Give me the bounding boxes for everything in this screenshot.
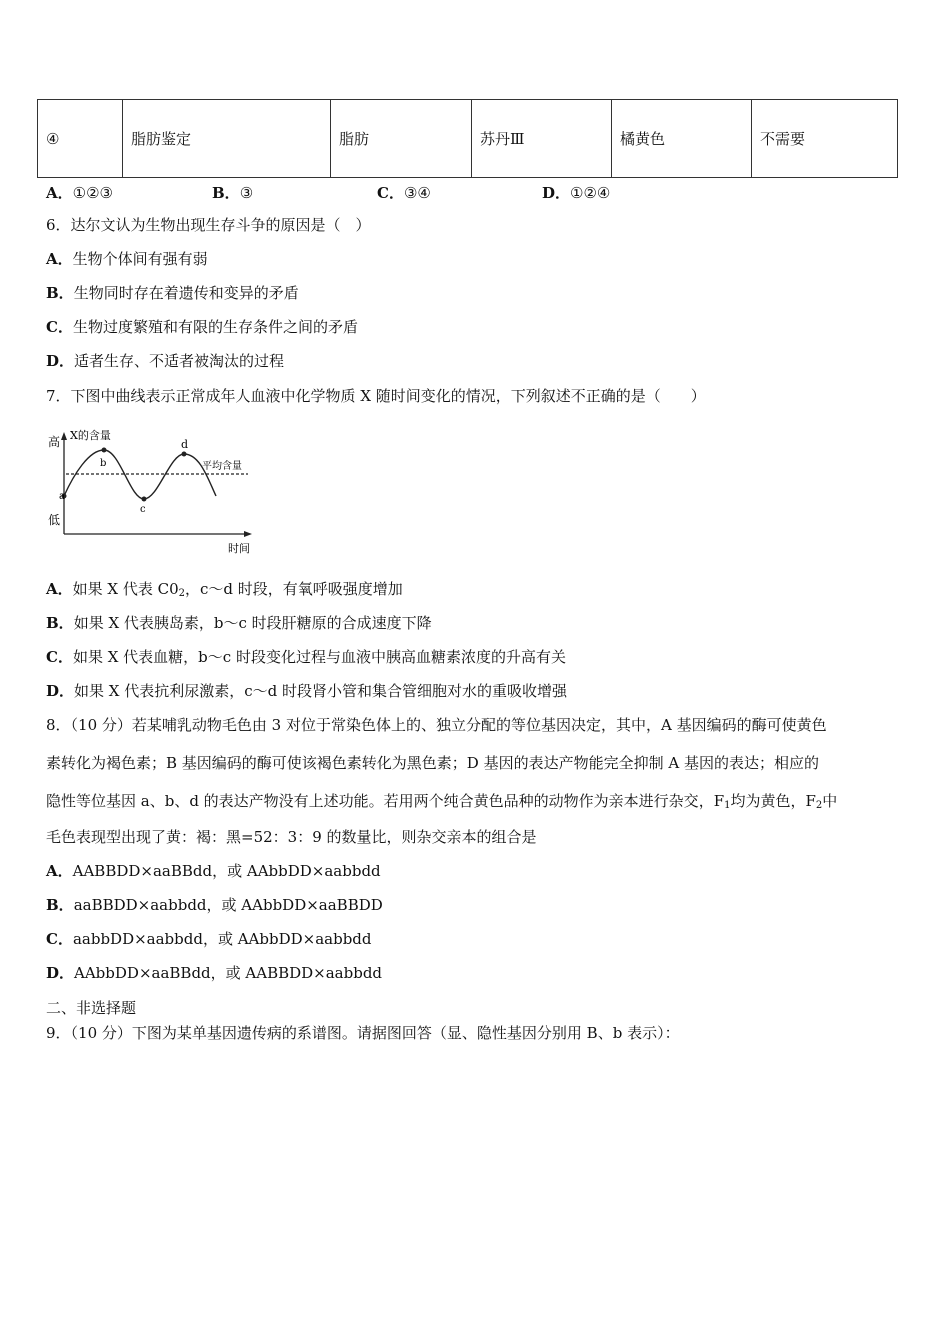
point-b-label: b — [100, 458, 107, 469]
q6-option-c: C．生物过度繁殖和有限的生存条件之间的矛盾 — [46, 318, 358, 336]
point-c — [142, 497, 147, 502]
q8-option-b: B．aaBBDD×aabbdd，或 AAbbDD×aaBBDD — [46, 896, 383, 914]
q8-option-a: A．AABBDD×aaBBdd，或 AAbbDD×aabbdd — [46, 862, 381, 880]
q8-stem-line-4: 毛色表现型出现了黄：褐：黑=52：3：9 的数量比，则杂交亲本的组合是 — [46, 828, 537, 846]
point-d — [182, 452, 187, 457]
q7-option-c: C．如果 X 代表血糖，b～c 时段变化过程与血液中胰高血糖素浓度的升高有关 — [46, 648, 566, 666]
y-axis-label: X的含量 — [70, 429, 111, 442]
q5-option-b: B．③ — [212, 184, 254, 202]
average-label: 平均含量 — [202, 461, 242, 472]
point-b — [102, 448, 107, 453]
q7-option-d: D．如果 X 代表抗利尿激素，c～d 时段肾小管和集合管细胞对水的重吸收增强 — [46, 682, 568, 700]
table-cell-color: 橘黄色 — [612, 100, 752, 178]
point-c-label: c — [140, 504, 146, 515]
table-cell-number: ④ — [38, 100, 123, 178]
y-low-label: 低 — [48, 513, 61, 527]
point-a-label: a — [59, 491, 65, 502]
table-row — [38, 100, 898, 178]
section-title: 二、非选择题 — [46, 999, 137, 1017]
q6-option-b: B．生物同时存在着遗传和变异的矛盾 — [46, 284, 299, 302]
q6-option-d: D．适者生存、不适者被淘汰的过程 — [46, 352, 285, 370]
table-cell-reagent: 苏丹Ⅲ — [472, 100, 612, 178]
q6-option-a: A．生物个体间有强有弱 — [46, 250, 208, 268]
q8-option-c: C．aabbDD×aabbdd，或 AAbbDD×aabbdd — [46, 930, 372, 948]
q8-option-d: D．AAbbDD×aaBBdd，或 AABBDD×aabbdd — [46, 964, 383, 982]
q6-stem: 6．达尔文认为生物出现生存斗争的原因是（ ） — [46, 216, 371, 234]
q5-option-c: C．③④ — [377, 184, 431, 202]
table-cell-heating: 不需要 — [752, 100, 898, 178]
q5-option-d: D．①②④ — [542, 184, 611, 202]
table-cell-experiment: 脂肪鉴定 — [123, 100, 331, 178]
y-high-label: 高 — [48, 435, 61, 449]
q8-stem-line-2: 素转化为褐色素；B 基因编码的酶可使该褐色素转化为黑色素；D 基因的表达产物能完全抑制 A 基因的表达；相应的 — [46, 754, 819, 772]
q7-option-b: B．如果 X 代表胰岛素，b～c 时段肝糖原的合成速度下降 — [46, 614, 432, 632]
q7-stem: 7．下图中曲线表示正常成年人血液中化学物质 X 随时间变化的情况，下列叙述不正确的是（ ） — [46, 387, 706, 405]
x-axis-label: 时间 — [228, 542, 250, 555]
q8-stem-line-3: 隐性等位基因 a、b、d 的表达产物没有上述功能。若用两个纯合黄色品种的动物作为亲本进行杂交，$F_1$均为黄色，$F_2$中 — [46, 792, 838, 811]
q7-option-a: A．如果 X 代表 $C0_2$，c～d 时段，有氧呼吸强度增加 — [46, 580, 403, 599]
q8-stem-line-1: 8．（10 分）若某哺乳动物毛色由 3 对位于常染色体上的、独立分配的等位基因决定，其中，A 基因编码的酶可使黄色 — [46, 716, 827, 734]
table-cell-substance: 脂肪 — [331, 100, 472, 178]
q9-stem: 9．（10 分）下图为某单基因遗传病的系谱图。请据图回答（显、隐性基因分别用 B、b 表示）： — [46, 1024, 680, 1042]
q7-graph — [44, 424, 256, 560]
experiment-table — [37, 99, 898, 178]
y-axis-arrow — [61, 432, 67, 440]
x-axis-arrow — [244, 531, 252, 537]
point-d-label: d — [181, 438, 189, 451]
q5-option-a: A．①②③ — [46, 184, 113, 202]
